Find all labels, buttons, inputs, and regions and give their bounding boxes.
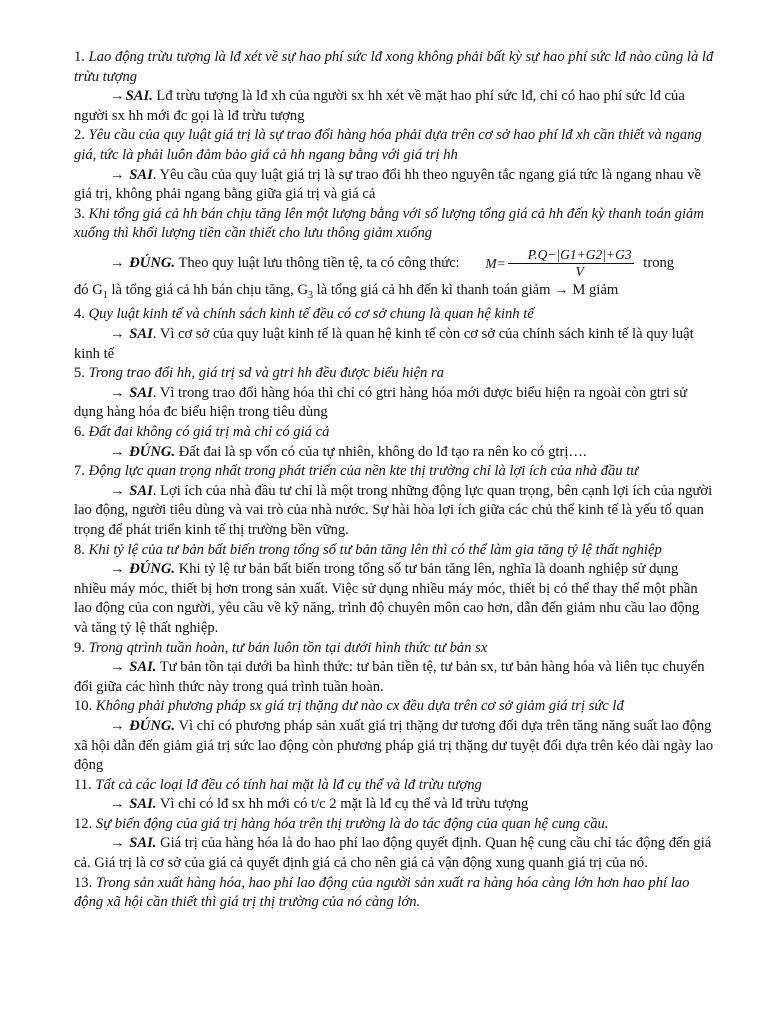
right-arrow-icon: → — [110, 326, 125, 343]
question-number: 8. — [74, 541, 85, 558]
question-item-3 — [74, 205, 714, 306]
subscript: 1 — [102, 289, 108, 301]
question-number: 6. — [74, 424, 85, 440]
answer-text: . Vì cơ sở của quy luật kinh tế là quan hệ kinh tế còn cơ sở của chính sách kinh tế là quy luật kinh tế — [74, 326, 694, 362]
answer-text: M giảm — [568, 281, 619, 298]
question-item-6 — [74, 423, 714, 462]
question-number: 4. — [74, 306, 85, 323]
right-arrow-icon: → — [110, 166, 125, 183]
question-number: 12. — [74, 815, 93, 832]
question-text: Trong trao đổi hh, giá trị sd và gtri hh đều được biểu hiện ra — [88, 365, 444, 382]
subscript: 3 — [308, 289, 313, 301]
formula-lhs: M= — [485, 255, 506, 271]
right-arrow-icon: → — [110, 835, 125, 852]
answer-text: Lđ trừu tượng là lđ xh của người sx hh xét về mặt hao phí sức lđ, chỉ có hao phí sức lđ của người sx hh mới đc gọi là lđ trừu tượng — [74, 88, 685, 124]
answer-text: Vì chỉ có phương pháp sản xuất giá trị thặng dư tương đối dựa trên tăng năng suất lao động xã hội dẫn đến giảm giá trị sức lao động còn phương pháp giá trị thặng dư tuyệt đối dựa trên kéo dài ngày lao động — [74, 717, 714, 774]
verdict-label: SAI. — [129, 835, 157, 852]
answer-text: Vì chỉ có lđ sx hh mới có t/c 2 mặt là lđ cụ thể và lđ trừu tượng — [156, 796, 529, 813]
question-text: Tất cả các loại lđ đều có tính hai mặt là lđ cụ thể và lđ trừu tượng — [95, 776, 482, 793]
question-item-7 — [74, 462, 714, 540]
right-arrow-icon: → — [110, 254, 125, 271]
verdict-label: SAI. — [129, 796, 157, 813]
question-text: Sự biến động của giá trị hàng hóa trên thị trường là do tác động của quan hệ cung cầu. — [95, 815, 609, 832]
right-arrow-icon: → — [110, 443, 125, 460]
verdict-label: SAI — [129, 326, 153, 343]
verdict-label: SAI — [129, 482, 153, 499]
formula-fraction — [508, 248, 634, 279]
answer-text: trong — [639, 254, 675, 271]
question-number: 5. — [74, 365, 85, 382]
right-arrow-icon: → — [110, 561, 125, 578]
answer-text: Đất đai là sp vốn có của tự nhiên, không do lđ tạo ra nên ko có gtrị…. — [175, 443, 587, 460]
verdict-label: ĐÚNG. — [129, 717, 176, 734]
question-text: Yêu cầu của quy luật giá trị là sự trao đổi hàng hóa phải dựa trên cơ sở hao phí lđ xh cần thiết và ngang giá, tức là phải luôn đảm bảo giá cả hh ngang bằng với giá trị hh — [74, 127, 702, 163]
question-text: Lao động trừu tượng là lđ xét về sự hao phí sức lđ xong không phải bất kỳ sự hao phí sức lđ nào cũng là lđ trừu tượng — [74, 49, 714, 85]
question-number: 1. — [74, 49, 85, 65]
question-text: Trong qtrình tuần hoàn, tư bản luôn tồn tại dưới hình thức tư bản sx — [88, 639, 488, 656]
verdict-label: SAI. — [125, 88, 153, 105]
question-text: Động lực quan trọng nhất trong phát triển của nền kte thị trường chỉ là lợi ích của nhà đầu tư — [88, 463, 639, 480]
question-number: 9. — [74, 639, 85, 656]
verdict-label: ĐÚNG. — [129, 443, 176, 460]
question-item-2 — [74, 126, 714, 204]
question-text: Khi tỷ lệ của tư bản bất biến trong tổng số tư bản tăng lên thì có thể làm gia tăng tỷ lệ thất nghiệp — [88, 541, 662, 558]
answer-text: là tổng giá cả hh bán chịu tăng, G — [107, 281, 308, 298]
question-item-5 — [74, 364, 714, 423]
right-arrow-icon: → — [110, 384, 125, 401]
right-arrow-icon: → — [110, 659, 125, 676]
question-number: 7. — [74, 463, 85, 480]
verdict-label: SAI — [129, 384, 153, 401]
question-number: 3. — [74, 205, 85, 222]
answer-text: Tư bản tồn tại dưới ba hình thức: tư bản tiền tệ, tư bản sx, tư bản hàng hóa và liên tục chuyển đổi giữa các hình thức này trong quá trình tuần hoàn. — [74, 659, 705, 695]
question-number: 11. — [74, 776, 92, 793]
answer-text: là tổng giá cả hh đến kì thanh toán giảm — [313, 281, 555, 298]
right-arrow-icon: → — [110, 717, 125, 734]
question-number: 10. — [74, 698, 93, 715]
question-text: Trong sản xuất hàng hóa, hao phí lao động của người sản xuất ra hàng hóa càng lớn hơn hao phí lao động xã hội cần thiết thì giá trị thị trường của nó càng lớn. — [74, 874, 690, 911]
answer-text: . Lợi ích của nhà đầu tư chỉ là một trong những động lực quan trọng, bên cạnh lợi ích của người lao động, người tiêu dùng và vai trò của nhà nước. Sự hài hòa lợi ích giữa các chủ thể kinh tế là yếu tố quan trọng để phát triển kinh tế thị trường bền vững. — [74, 482, 713, 538]
question-item-12 — [74, 815, 714, 874]
answer-text: Theo quy luật lưu thông tiền tệ, ta có công thức: — [175, 254, 464, 271]
answer-text: Khi tỷ lệ tư bản bất biến trong tổng số tư bản tăng lên, nghĩa là doanh nghiệp sử dụng nhiều máy móc, thiết bị hơn trong sản xuất. Việc sử dụng nhiều máy móc, thiết bị có thể thay thế một phần lao động của con người, yêu cầu về kỹ năng, trình độ chuyên môn cao hơn, dẫn đến giảm nhu cầu lao động và tăng tỷ lệ thất nghiệp. — [74, 561, 700, 636]
verdict-label: SAI. — [129, 659, 157, 676]
question-item-9 — [74, 639, 714, 698]
formula-numerator: P.Q−|G1+G2|+G3 — [508, 248, 634, 264]
answer-text: . Vì trong trao đổi hàng hóa thì chỉ có gtri hàng hóa mới được biểu hiện ra ngoài còn gtri sử dụng hàng hóa đc biểu hiện trong tiêu dùng — [74, 384, 688, 421]
verdict-label: SAI — [129, 166, 153, 183]
question-item-4 — [74, 305, 714, 364]
right-arrow-icon: → — [110, 482, 125, 499]
answer-text: . Yêu cầu của quy luật giá trị là sự trao đổi hh theo nguyên tắc ngang giá tức là ngang nhau về giá trị, không phải ngang bằng giữa giá trị và giá cả — [74, 166, 701, 203]
right-arrow-icon: → — [554, 281, 569, 298]
verdict-label: ĐÚNG. — [129, 254, 176, 271]
question-item-11 — [74, 776, 714, 815]
question-item-8 — [74, 541, 714, 639]
question-number: 2. — [74, 127, 85, 144]
question-text: Đất đai không có giá trị mà chỉ có giá cả — [88, 424, 330, 440]
right-arrow-icon: → — [110, 796, 125, 813]
verdict-label: ĐÚNG. — [129, 561, 176, 578]
question-text: Không phải phương pháp sx giá trị thặng dư nào cx đều dựa trên cơ sở giảm giá trị sức lđ — [95, 698, 624, 715]
question-text: Quy luật kinh tế và chính sách kinh tế đều có cơ sở chung là quan hệ kinh tế — [88, 306, 534, 323]
formula-denominator: V — [575, 263, 584, 279]
question-item-1 — [74, 48, 714, 126]
question-item-13 — [74, 874, 714, 913]
question-text: Khi tổng giá cả hh bán chịu tăng lên một lượng bằng với số lượng tổng giá cả hh đến kỳ thanh toán giảm xuống thì khối lượng tiền cần thiết cho lưu thông giảm xuống — [74, 205, 704, 242]
right-arrow-icon: → — [110, 88, 125, 105]
question-number: 13. — [74, 874, 93, 891]
answer-text: đó G — [74, 281, 103, 298]
answer-text: Giá trị của hàng hóa là do hao phí lao động quyết định. Quan hệ cung cầu chỉ tác động đến giá cả. Giá trị là cơ sở của giá cả quyết định giá cả cho nên giá cả vận động xung quanh giá trị của nó. — [74, 835, 712, 872]
money-formula — [467, 248, 633, 279]
question-item-10 — [74, 697, 714, 775]
